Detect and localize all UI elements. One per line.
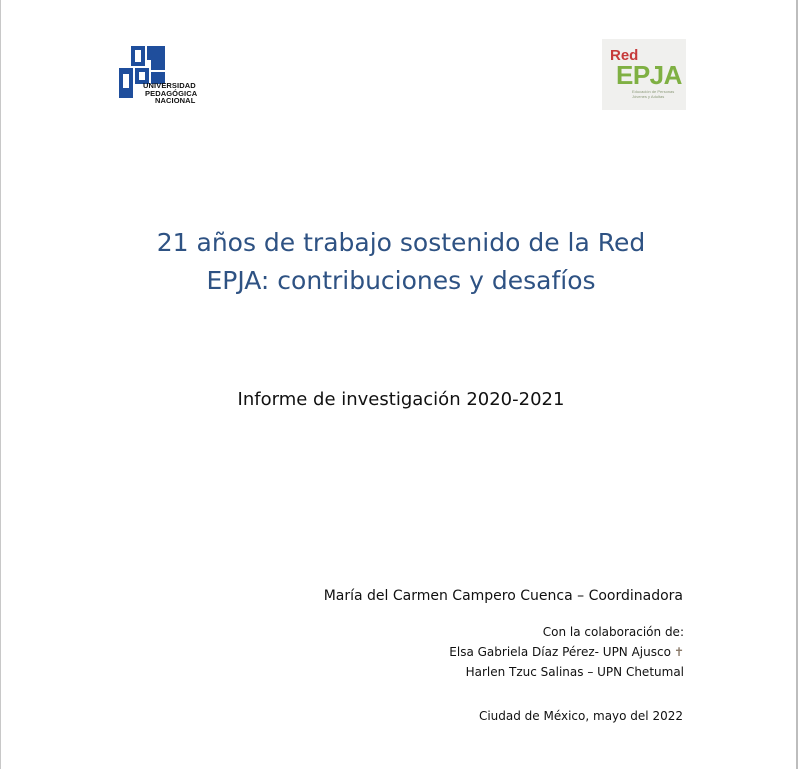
epja-logo-word: EPJA: [616, 60, 682, 90]
document-title: [61, 224, 741, 300]
red-epja-tagline: Educación de Personas Jóvenes y Adultas: [632, 89, 675, 99]
collaborator-1: Elsa Gabriela Díaz Pérez- UPN Ajusco: [449, 645, 671, 659]
cross-icon: ✝: [673, 645, 684, 659]
collaboration-heading: Con la colaboración de:: [542, 625, 684, 639]
title-line-1: 21 años de trabajo sostenido de la Red: [156, 228, 646, 257]
red-logo-word: Red: [610, 47, 639, 64]
coordinator-line: María del Carmen Campero Cuenca – Coordinadora: [323, 588, 683, 604]
upn-logo-line-2: PEDAGÓGICA: [145, 88, 198, 98]
collaborator-1-row: [449, 642, 684, 662]
upn-logo-line-3: NACIONAL: [155, 96, 196, 105]
red-epja-logo: [602, 39, 686, 110]
place-date: Ciudad de México, mayo del 2022: [478, 709, 683, 723]
collaborator-2: Harlen Tzuc Salinas – UPN Chetumal: [465, 665, 684, 679]
upn-logo-line-1: UNIVERSIDAD: [143, 81, 196, 90]
upn-logo-text: [143, 82, 197, 105]
upn-logo: [117, 44, 227, 116]
document-subtitle: Informe de investigación 2020-2021: [237, 389, 565, 410]
collaboration-block: [449, 622, 684, 682]
title-line-2: EPJA: contribuciones y desafíos: [206, 266, 596, 295]
